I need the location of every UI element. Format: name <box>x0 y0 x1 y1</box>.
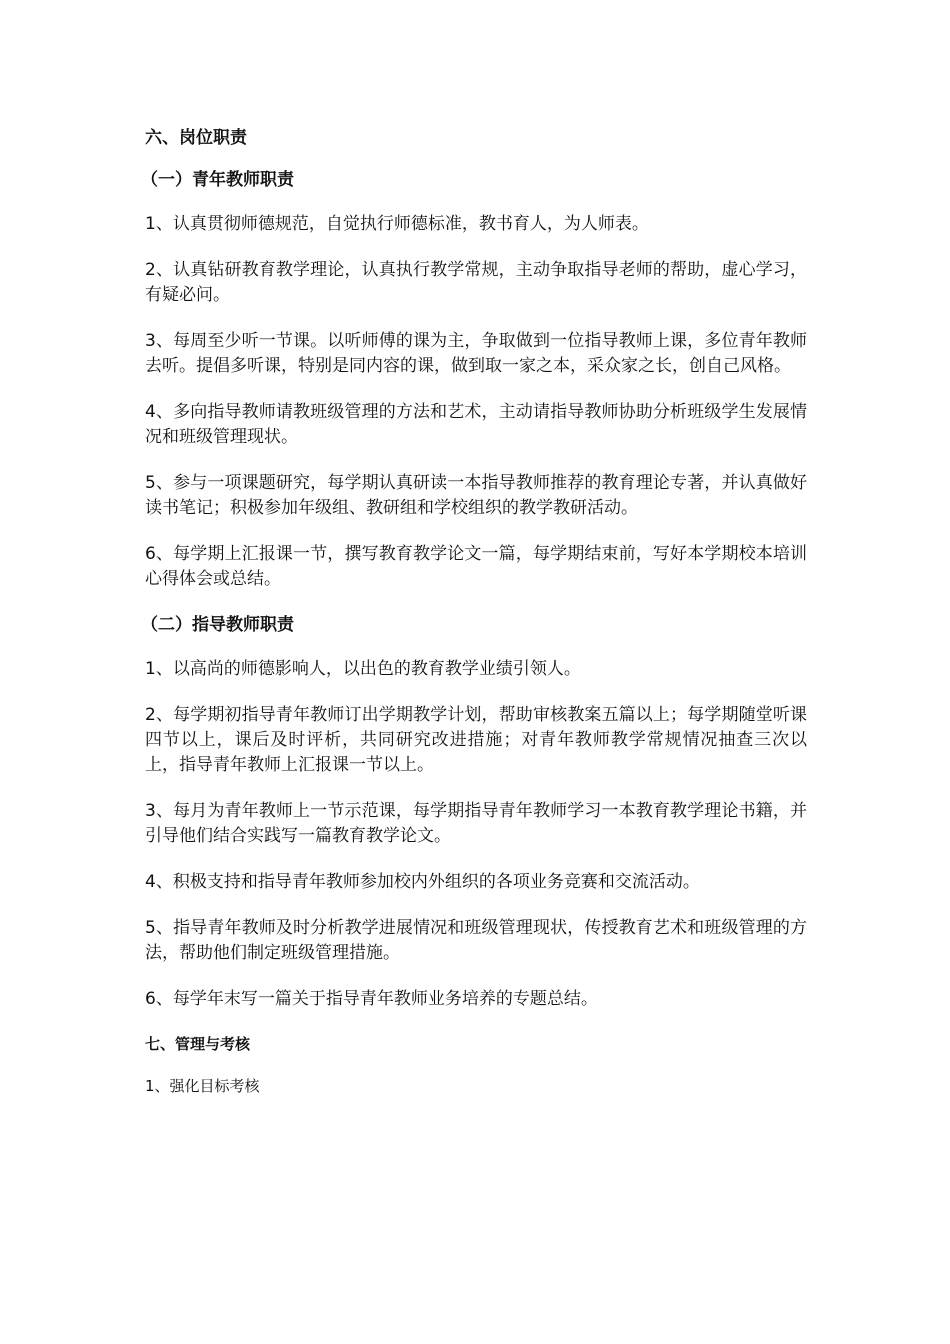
mentor-duty-4: 4、积极支持和指导青年教师参加校内外组织的各项业务竞赛和交流活动。 <box>145 872 700 892</box>
youth-teacher-duty-2: 2、认真钻研教育教学理论，认真执行教学常规，主动争取指导老师的帮助，虚心学习，有疑必问。 <box>145 260 807 305</box>
mentor-duty-5: 5、指导青年教师及时分析教学进展情况和班级管理现状，传授教育艺术和班级管理的方法，帮助他们制定班级管理措施。 <box>145 918 807 963</box>
mentor-duty-6: 6、每学年末写一篇关于指导青年教师业务培养的专题总结。 <box>145 989 598 1009</box>
mentor-duty-2: 2、每学期初指导青年教师订出学期教学计划，帮助审核教案五篇以上；每学期随堂听课四节以上，课后及时评析，共同研究改进措施；对青年教师教学常规情况抽查三次以上，指导青年教师上汇报课一节以上。 <box>145 705 807 775</box>
subsection-1-heading: （一）青年教师职责 <box>141 170 294 190</box>
youth-teacher-duty-4: 4、多向指导教师请教班级管理的方法和艺术，主动请指导教师协助分析班级学生发展情况和班级管理现状。 <box>145 402 807 447</box>
youth-teacher-duty-3: 3、每周至少听一节课。以听师傅的课为主，争取做到一位指导教师上课，多位青年教师去听。提倡多听课，特别是同内容的课，做到取一家之本，采众家之长，创自己风格。 <box>145 331 807 376</box>
management-item-1: 1、强化目标考核 <box>145 1077 260 1095</box>
youth-teacher-duty-6: 6、每学期上汇报课一节，撰写教育教学论文一篇，每学期结束前，写好本学期校本培训心得体会或总结。 <box>145 544 807 589</box>
youth-teacher-duty-1: 1、认真贯彻师德规范，自觉执行师德标准，教书育人，为人师表。 <box>145 214 649 234</box>
youth-teacher-duty-5: 5、参与一项课题研究，每学期认真研读一本指导教师推荐的教育理论专著，并认真做好读书笔记；积极参加年级组、教研组和学校组织的教学教研活动。 <box>145 473 807 518</box>
mentor-duty-1: 1、以高尚的师德影响人，以出色的教育教学业绩引领人。 <box>145 659 581 679</box>
subsection-2-heading: （二）指导教师职责 <box>141 615 294 635</box>
section-6-heading: 六、岗位职责 <box>145 128 247 148</box>
document-page <box>141 126 807 1118</box>
mentor-duty-3: 3、每月为青年教师上一节示范课，每学期指导青年教师学习一本教育教学理论书籍，并引导他们结合实践写一篇教育教学论文。 <box>145 801 807 846</box>
section-7-heading: 七、管理与考核 <box>145 1035 251 1053</box>
